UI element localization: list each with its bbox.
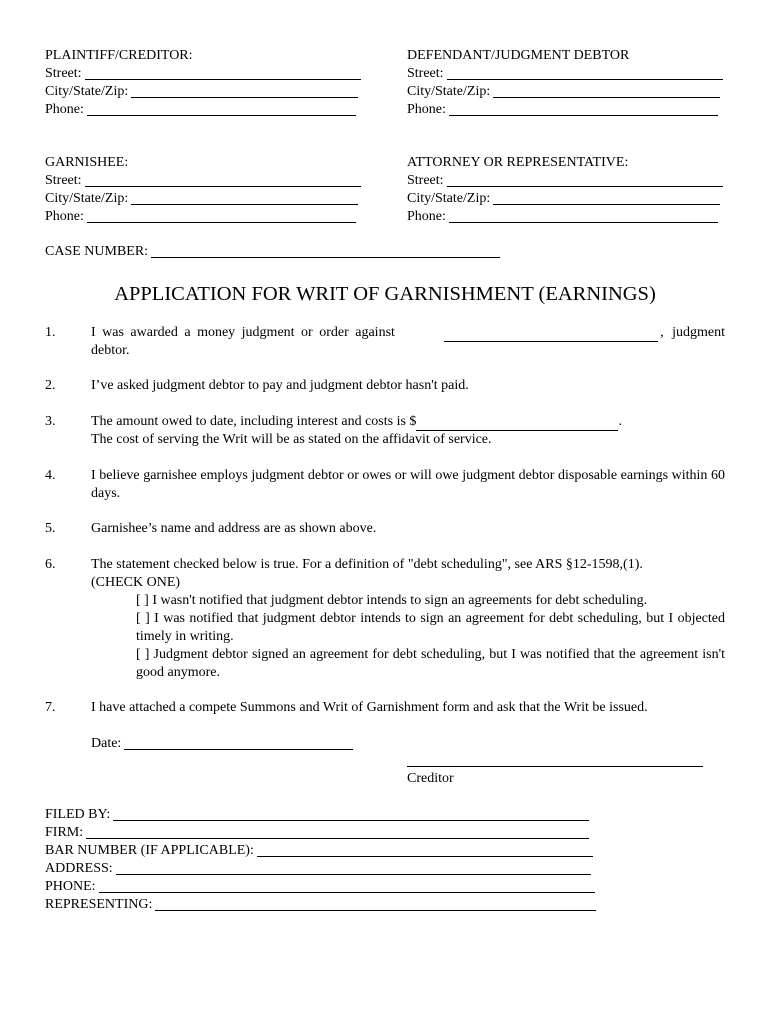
representing-label: REPRESENTING: xyxy=(45,897,153,912)
street-label: Street: xyxy=(45,66,82,81)
item-1-text xyxy=(91,324,725,360)
phone-line[interactable] xyxy=(99,878,595,893)
firm-line[interactable] xyxy=(86,824,589,839)
item-7-number: 7. xyxy=(45,700,56,715)
defendant-block xyxy=(407,47,723,119)
attorney-street-line[interactable] xyxy=(447,172,723,187)
bar-number-line[interactable] xyxy=(257,842,593,857)
creditor-signature-line[interactable] xyxy=(407,766,703,767)
item-6-line2: (CHECK ONE) xyxy=(91,575,181,590)
garnishee-csz-field[interactable] xyxy=(45,190,358,208)
checkbox-option-1[interactable]: [ ] I wasn't notified that judgment debtor intends to sign an agreements for debt scheduling. xyxy=(136,593,648,608)
garnishee-phone-line[interactable] xyxy=(87,208,356,223)
judgment-debtor-name-line[interactable] xyxy=(444,328,658,342)
item-3-post: . xyxy=(618,414,622,429)
item-5-number: 5. xyxy=(45,521,56,536)
case-number-line[interactable] xyxy=(151,243,500,258)
attorney-street-field[interactable] xyxy=(407,172,723,190)
case-number-label: CASE NUMBER: xyxy=(45,244,149,259)
address-line[interactable] xyxy=(116,860,591,875)
garnishee-street-line[interactable] xyxy=(85,172,361,187)
case-number-field[interactable] xyxy=(45,243,500,261)
checkbox-option-2[interactable]: [ ] I was notified that judgment debtor intends to sign an agreement for debt scheduling, but I objected timely in writing. xyxy=(136,611,725,644)
plaintiff-phone-field[interactable] xyxy=(45,101,356,119)
firm-label: FIRM: xyxy=(45,825,84,840)
attorney-phone-line[interactable] xyxy=(449,208,718,223)
street-label: Street: xyxy=(407,66,444,81)
defendant-csz-line[interactable] xyxy=(493,83,720,98)
garnishee-street-field[interactable] xyxy=(45,172,361,190)
street-label: Street: xyxy=(45,173,82,188)
plaintiff-street-field[interactable] xyxy=(45,65,361,83)
phone-label: Phone: xyxy=(407,102,446,117)
attorney-title: ATTORNEY OR REPRESENTATIVE: xyxy=(407,155,629,170)
item-7-text: I have attached a compete Summons and Writ of Garnishment form and ask that the Writ be issued. xyxy=(91,700,648,715)
phone-label: Phone: xyxy=(45,209,84,224)
plaintiff-phone-line[interactable] xyxy=(87,101,356,116)
item-2-number: 2. xyxy=(45,378,56,393)
defendant-phone-field[interactable] xyxy=(407,101,718,119)
filed-by-line[interactable] xyxy=(113,806,589,821)
phone-field[interactable] xyxy=(45,878,595,896)
phone-label: Phone: xyxy=(407,209,446,224)
plaintiff-csz-line[interactable] xyxy=(131,83,358,98)
defendant-csz-field[interactable] xyxy=(407,83,720,101)
bar-number-label: BAR NUMBER (IF APPLICABLE): xyxy=(45,843,254,858)
attorney-csz-line[interactable] xyxy=(493,190,720,205)
street-label: Street: xyxy=(407,173,444,188)
item-6-number: 6. xyxy=(45,557,56,572)
filed-by-label: FILED BY: xyxy=(45,807,111,822)
defendant-street-field[interactable] xyxy=(407,65,723,83)
garnishee-title: GARNISHEE: xyxy=(45,155,129,170)
item-1-post: , judgment xyxy=(660,325,725,340)
city-state-zip-label: City/State/Zip: xyxy=(407,191,491,206)
phone-label: PHONE: xyxy=(45,879,96,894)
page-title: APPLICATION FOR WRIT OF GARNISHMENT (EARNINGS) xyxy=(114,283,656,305)
item-5-text: Garnishee’s name and address are as shown above. xyxy=(91,521,377,536)
plaintiff-title: PLAINTIFF/CREDITOR: xyxy=(45,48,193,63)
date-field[interactable] xyxy=(91,735,353,753)
city-state-zip-label: City/State/Zip: xyxy=(45,84,129,99)
date-label: Date: xyxy=(91,736,122,751)
garnishee-block xyxy=(45,154,361,226)
bar-number-field[interactable] xyxy=(45,842,593,860)
representing-line[interactable] xyxy=(155,896,596,911)
firm-field[interactable] xyxy=(45,824,589,842)
item-3-pre: The amount owed to date, including interest and costs is $ xyxy=(91,414,417,429)
item-1-pre: I was awarded a money judgment or order against xyxy=(91,325,395,340)
attorney-block xyxy=(407,154,723,226)
city-state-zip-label: City/State/Zip: xyxy=(45,191,129,206)
item-4-text: I believe garnishee employs judgment debtor or owes or will owe judgment debtor disposable earnings within 60 days. xyxy=(91,468,725,501)
checkbox-option-3[interactable]: [ ] Judgment debtor signed an agreement for debt scheduling, but I was notified that the agreement isn't good anymore. xyxy=(136,647,725,680)
item-3-line2: The cost of serving the Writ will be as stated on the affidavit of service. xyxy=(91,432,492,447)
item-1-number: 1. xyxy=(45,325,56,340)
representing-field[interactable] xyxy=(45,896,596,914)
date-line[interactable] xyxy=(124,735,353,750)
plaintiff-street-line[interactable] xyxy=(85,65,361,80)
defendant-title: DEFENDANT/JUDGMENT DEBTOR xyxy=(407,48,630,63)
garnishee-phone-field[interactable] xyxy=(45,208,356,226)
item-2-text: I’ve asked judgment debtor to pay and judgment debtor hasn't paid. xyxy=(91,378,469,393)
plaintiff-csz-field[interactable] xyxy=(45,83,358,101)
item-6-line1: The statement checked below is true. For a definition of "debt scheduling", see ARS §12-1598,(1). xyxy=(91,557,643,572)
defendant-phone-line[interactable] xyxy=(449,101,718,116)
filed-by-field[interactable] xyxy=(45,806,589,824)
phone-label: Phone: xyxy=(45,102,84,117)
item-1-line2: debtor. xyxy=(91,343,130,358)
item-4-number: 4. xyxy=(45,468,56,483)
defendant-street-line[interactable] xyxy=(447,65,723,80)
city-state-zip-label: City/State/Zip: xyxy=(407,84,491,99)
amount-owed-line[interactable] xyxy=(416,417,618,431)
garnishee-csz-line[interactable] xyxy=(131,190,358,205)
attorney-phone-field[interactable] xyxy=(407,208,718,226)
item-3-text xyxy=(91,413,725,449)
address-label: ADDRESS: xyxy=(45,861,113,876)
creditor-label: Creditor xyxy=(407,771,454,786)
attorney-csz-field[interactable] xyxy=(407,190,720,208)
item-3-number: 3. xyxy=(45,414,56,429)
address-field[interactable] xyxy=(45,860,591,878)
plaintiff-block xyxy=(45,47,361,119)
